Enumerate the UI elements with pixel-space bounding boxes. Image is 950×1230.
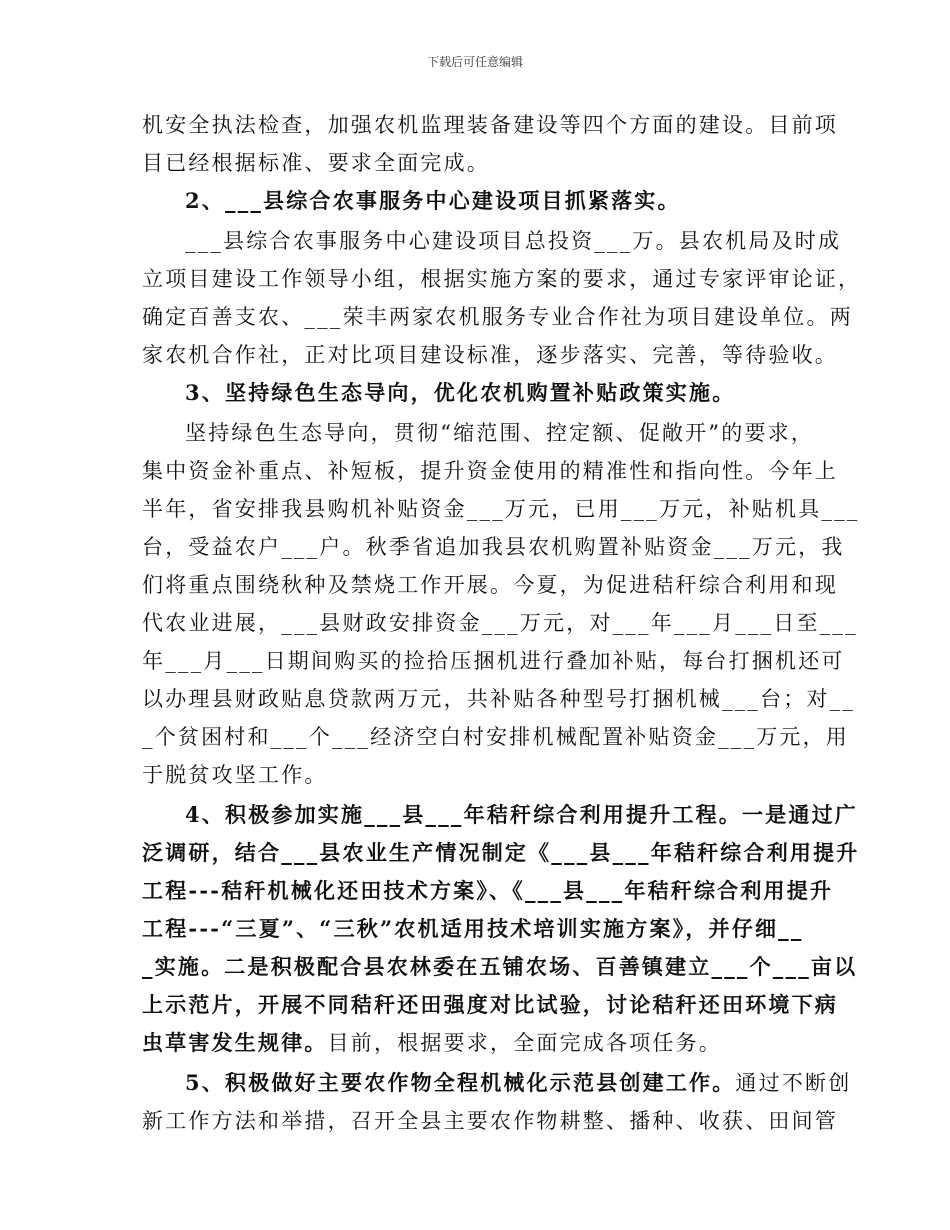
section-heading-3: 3、坚持绿色生态导向，优化农机购置补贴政策实施。	[185, 380, 736, 405]
paragraph-line: ___县综合农事服务中心建设项目总投资___万。县农机局及时成	[185, 229, 842, 253]
paragraph-line: 代农业进展，___县财政安排资金___万元，对___年___月___日至___	[142, 611, 858, 635]
paragraph-line-mixed	[142, 1030, 812, 1056]
normal-segment: 通过不断创	[735, 1071, 852, 1095]
paragraph-line: 半年，省安排我县购机补贴资金___万元，已用___万元，补贴机具___	[142, 497, 860, 521]
bold-segment: 虫草害发生规律。	[142, 1030, 328, 1055]
paragraph-line: 新工作方法和举措，召开全县主要农作物耕整、播种、收获、田间管	[142, 1109, 838, 1133]
section-heading-5	[185, 1070, 852, 1096]
paragraph-line-bold: 工程---“三夏”、“三秋”农机适用技术培训实施方案》，并仔细__	[142, 916, 804, 941]
paragraph-line: 于脱贫攻坚工作。	[142, 763, 328, 787]
section-heading-2: 2、___县综合农事服务中心建设项目抓紧落实。	[185, 188, 681, 213]
paragraph-line: 确定百善支农、___荣丰两家农机服务专业合作社为项目建设单位。两	[142, 305, 853, 329]
paragraph-line: _个贫困村和___个___经济空白村安排机械配置补贴资金___万元，用	[142, 725, 849, 749]
paragraph-line: 以办理县财政贴息贷款两万元，共补贴各种型号打捆机械___台；对__	[142, 687, 856, 711]
page-header: 下载后可任意编辑	[426, 55, 523, 69]
paragraph-line: 目已经根据标准、要求全面完成。	[142, 151, 490, 175]
paragraph-line: 台，受益农户___户。秋季省追加我县农机购置补贴资金___万元，我	[142, 535, 845, 559]
bold-segment: 5、积极做好主要农作物全程机械化示范县创建工作。	[185, 1070, 736, 1095]
paragraph-line-bold: _实施。二是积极配合县农林委在五铺农场、百善镇建立___个___亩以	[142, 954, 858, 979]
paragraph-line: 坚持绿色生态导向，贯彻“缩范围、控定额、促敞开”的要求，	[185, 421, 815, 445]
paragraph-line: 年___月___日期间购买的捡拾压捆机进行叠加补贴，每台打捆机还可	[142, 649, 845, 673]
section-heading-4: 4、积极参加实施___县___年秸秆综合利用提升工程。一是通过广	[185, 802, 859, 827]
paragraph-line-bold: 泛调研，结合___县农业生产情况制定《___县___年秸秆综合利用提升	[142, 840, 860, 865]
paragraph-line-bold: 工程---秸秆机械化还田技术方案》、《___县___年秸秆综合利用提升	[142, 878, 834, 903]
paragraph-line: 立项目建设工作领导小组，根据实施方案的要求，通过专家评审论证，	[142, 267, 862, 291]
paragraph-line: 机安全执法检查，加强农机监理装备建设等四个方面的建设。目前项	[142, 113, 838, 137]
paragraph-line: 家农机合作社，正对比项目建设标准，逐步落实、完善，等待验收。	[142, 343, 838, 367]
normal-segment: 目前，根据要求，全面完成各项任务。	[327, 1031, 723, 1055]
paragraph-line: 集中资金补重点、补短板，提升资金使用的精准性和指向性。今年上	[142, 459, 838, 483]
paragraph-line: 们将重点围绕秋种及禁烧工作开展。今夏，为促进秸秆综合利用和现	[142, 573, 838, 597]
paragraph-line-bold: 上示范片，开展不同秸秆还田强度对比试验，讨论秸秆还田环境下病	[142, 992, 838, 1017]
